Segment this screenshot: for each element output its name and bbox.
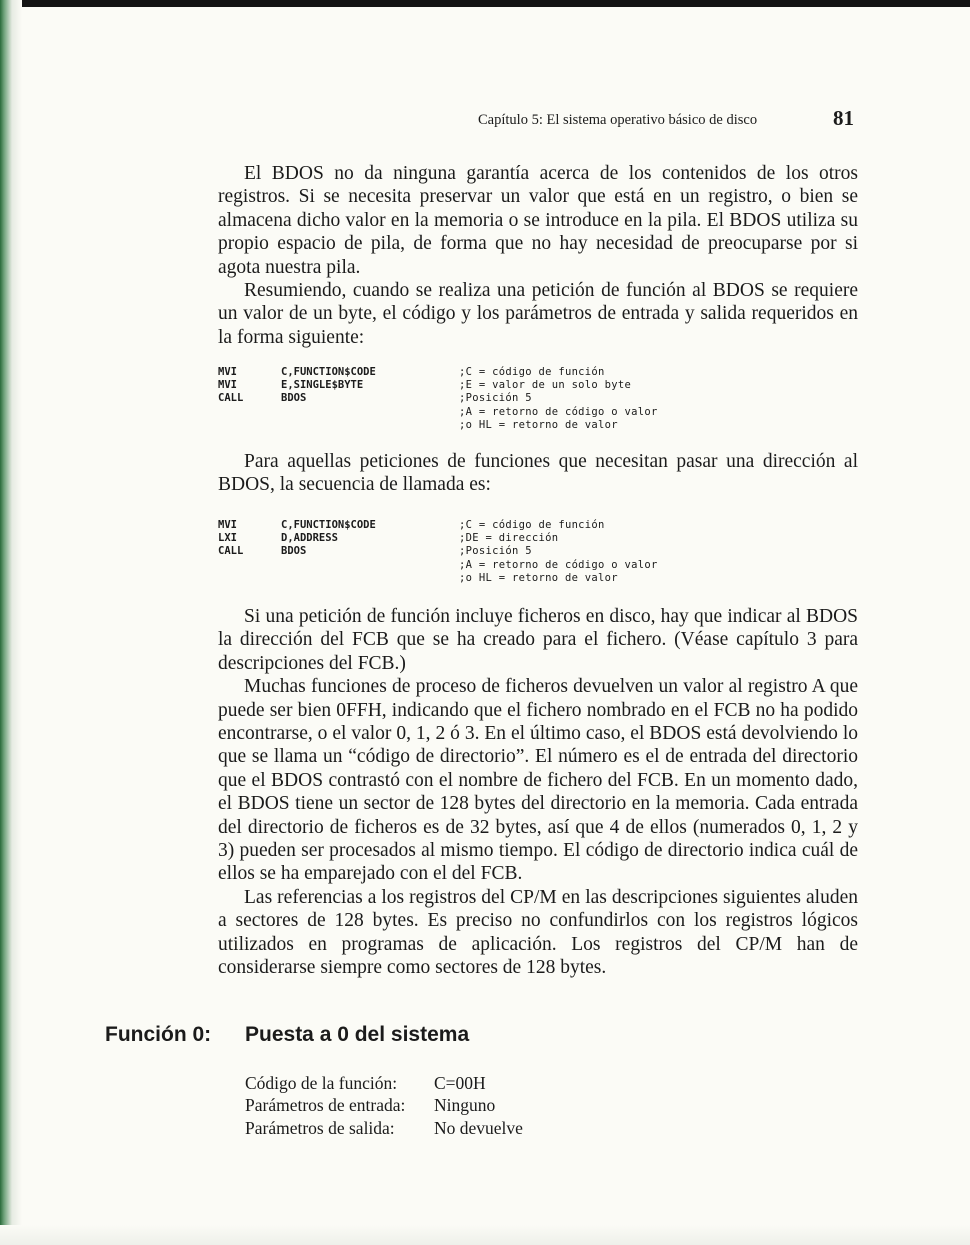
code-opcode: CALL [218,392,244,405]
code-line [218,532,858,545]
section-title: Puesta a 0 del sistema [245,1023,470,1046]
code-line [218,379,858,392]
code-listing-1 [218,366,858,432]
code-comment: ;C = código de función [459,519,605,531]
parameter-value: No devuelve [434,1117,523,1138]
paragraph: Las referencias a los registros del CP/M en las descripciones siguientes aluden a sectores de 128 bytes. Es preciso no confundirlos con los registros lógicos utilizados en programas de aplicación. Los registros del CP/M han de considerarse siempre como sectores de 128 bytes. [218,886,858,979]
code-comment: ;Posición 5 [459,545,532,558]
code-opcode: MVI [218,519,237,531]
page-number: 81 [833,106,854,130]
code-line [218,572,858,585]
paragraph: Resumiendo, cuando se realiza una petición de función al BDOS se requiere un valor de un byte, el código y los parámetros de entrada y salida requeridos en la forma siguiente: [218,280,858,348]
section-heading [105,1023,469,1047]
code-opcode: LXI [218,532,237,545]
parameter-value: Ninguno [434,1095,496,1116]
code-comment: ;o HL = retorno de valor [459,418,618,431]
code-line [218,419,858,432]
text-block-2 [218,450,858,497]
code-line [218,406,858,419]
code-operand: D,ADDRESS [281,532,338,545]
page-top-edge [0,0,970,7]
code-comment: ;DE = dirección [459,532,559,545]
code-opcode: MVI [218,366,237,378]
code-operand: C,FUNCTION$CODE [281,366,376,378]
code-opcode: CALL [218,545,244,558]
parameter-label: Código de la función: [245,1073,398,1093]
code-operand: BDOS [281,392,307,405]
text-block-1 [218,162,858,349]
code-line [218,559,858,572]
code-operand: E,SINGLE$BYTE [281,379,364,392]
code-comment: ;E = valor de un solo byte [459,379,632,392]
code-comment: ;A = retorno de código o valor [459,558,658,571]
text-block-3 [218,605,858,980]
running-header [218,106,854,136]
page-bottom-edge [0,1225,970,1245]
chapter-title: Capítulo 5: El sistema operativo básico de disco [478,112,758,128]
code-line [218,392,858,405]
section-label: Función 0: [105,1023,212,1046]
code-operand: C,FUNCTION$CODE [281,519,376,531]
parameter-label: Parámetros de salida: [245,1117,395,1138]
code-comment: ;o HL = retorno de valor [459,571,618,584]
code-comment: ;C = código de función [459,366,605,378]
paragraph: Muchas funciones de proceso de ficheros devuelven un valor al registro A que puede ser bien 0FFH, indicando que el fichero nombrado en el FCB no ha podido encontrarse, o el valor 0, 1, 2 ó 3. En el último caso, el BDOS está devolviendo lo que se llama un “código de directorio”. El número es el de entrada del directorio que el BDOS contrastó con el nombre de fichero del FCB. En un momento dado, el BDOS tiene un sector de 128 bytes del directorio en la memoria. Cada entrada del directorio de ficheros es de 32 bytes, así que 4 de ellos (numerados 0, 1, 2 y 3) pueden ser procesados al mismo tiempo. El código de directorio indica cuál de ellos se ha emparejado con el del FCB. [218,676,858,885]
code-operand: BDOS [281,545,307,558]
code-comment: ;Posición 5 [459,392,532,405]
code-comment: ;A = retorno de código o valor [459,405,658,418]
code-line [218,545,858,558]
code-line [218,366,858,379]
parameter-value: C=00H [434,1073,486,1093]
paragraph: El BDOS no da ninguna garantía acerca de los contenidos de los otros registros. Si se necesita preservar un valor que está en un registro, o bien se almacena dicho valor en la memoria o se introduce en la pila. El BDOS utiliza su propio espacio de pila, de forma que no hay necesidad de preocuparse por si agota nuestra pila. [218,163,858,278]
page-binding-edge [0,0,22,1245]
code-opcode: MVI [218,379,237,392]
parameter-label: Parámetros de entrada: [245,1095,406,1116]
paragraph: Si una petición de función incluye ficheros en disco, hay que indicar al BDOS la dirección del FCB que se ha creado para el fichero. (Véase capítulo 3 para descripciones del FCB.) [218,606,858,674]
paragraph: Para aquellas peticiones de funciones que necesitan pasar una dirección al BDOS, la secuencia de llamada es: [218,451,858,496]
code-listing-2 [218,519,858,585]
code-line [218,519,858,532]
